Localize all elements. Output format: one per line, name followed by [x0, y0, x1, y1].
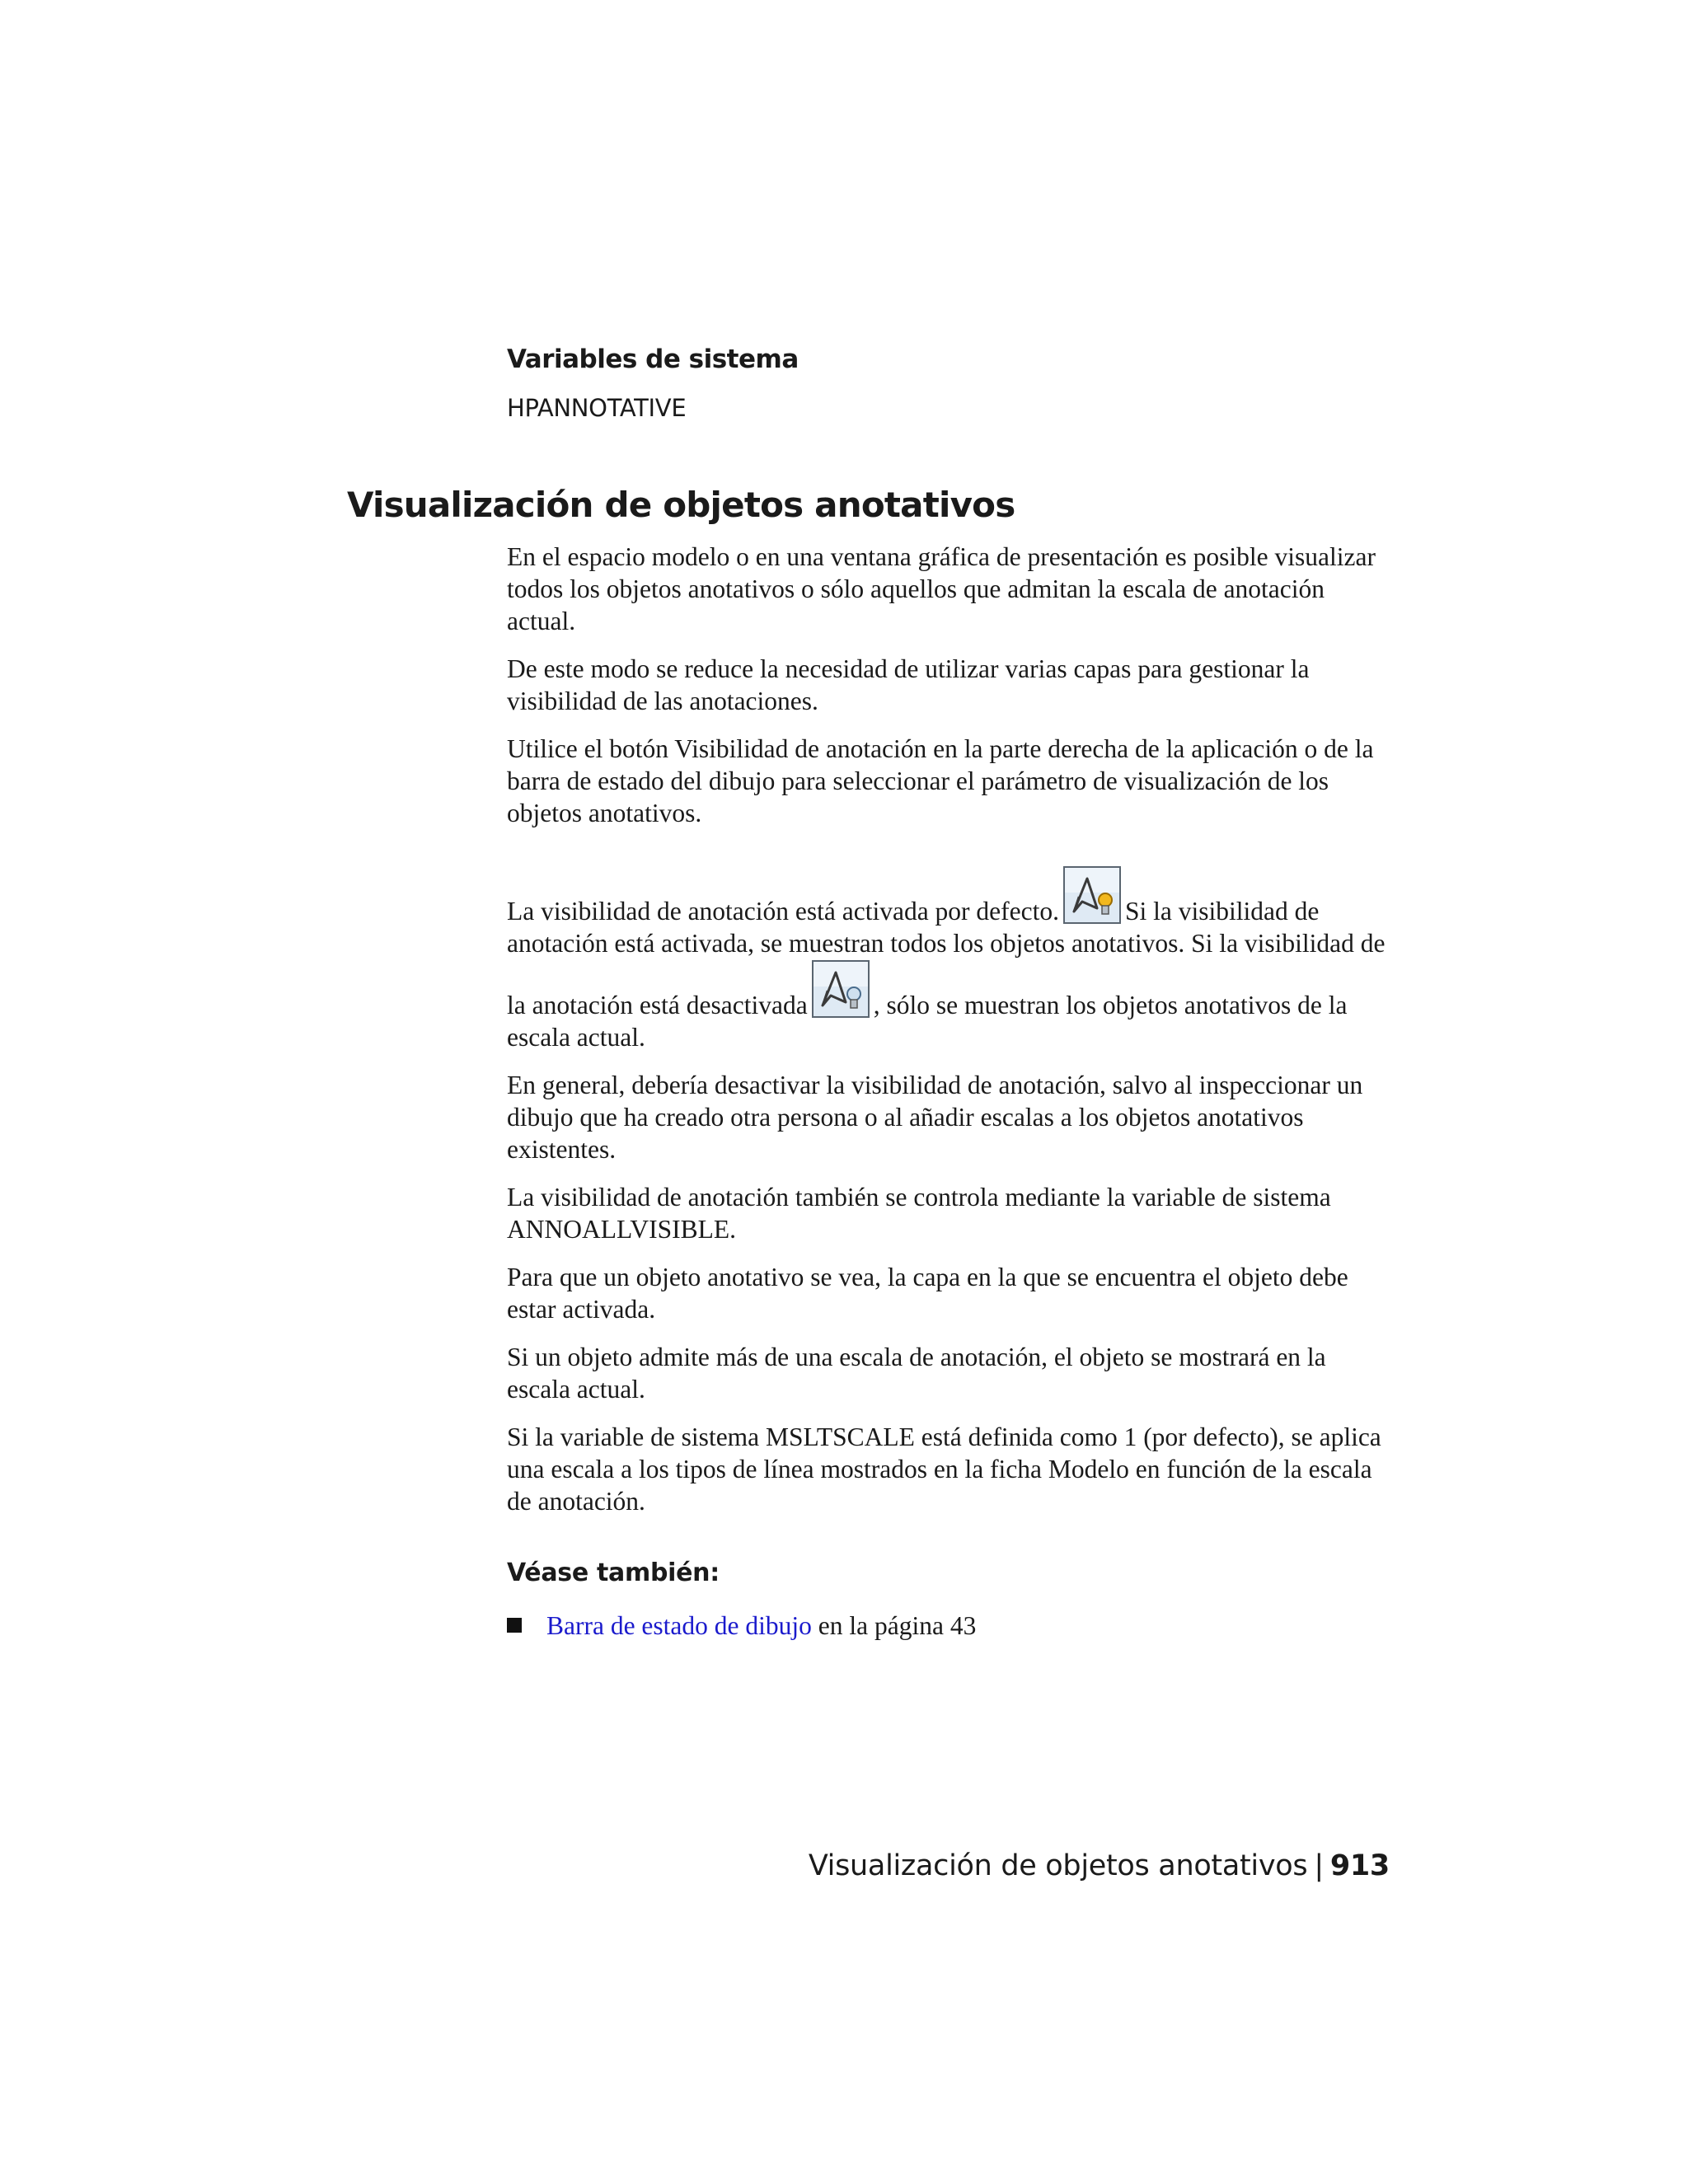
paragraph: De este modo se reduce la necesidad de utilizar varias capas para gestionar la visibilidad de las anotaciones.: [507, 654, 1310, 715]
paragraph: Si un objeto admite más de una escala de anotación, el objeto se mostrará en la escala actual.: [507, 1343, 1326, 1404]
footer-title: Visualización de objetos anotativos: [808, 1849, 1308, 1882]
system-variables-heading: Variables de sistema: [507, 344, 799, 374]
see-also-suffix: en la página 43: [811, 1611, 977, 1640]
list-item: [507, 1610, 976, 1642]
paragraph-text: La visibilidad de anotación está activada por defecto.: [507, 897, 1059, 926]
paragraph: Si la variable de sistema MSLTSCALE está definida como 1 (por defecto), se aplica una escala a los tipos de línea mostrados en la ficha Modelo en función de la escala de anotación.: [507, 1422, 1381, 1516]
paragraph-with-icons: [507, 865, 1393, 1053]
paragraph: La visibilidad de anotación también se controla mediante la variable de sistema ANNOALLVISIBLE.: [507, 1183, 1331, 1244]
see-also-link[interactable]: Barra de estado de dibujo: [546, 1611, 812, 1640]
see-also-list: [507, 1610, 976, 1642]
section-title: Visualización de objetos anotativos: [347, 485, 1015, 525]
system-variable-name: HPANNOTATIVE: [507, 394, 687, 422]
paragraph: Utilice el botón Visibilidad de anotación en la parte derecha de la aplicación o de la barra de estado del dibujo para seleccionar el parámetro de visualización de los objetos anotativos.: [507, 734, 1374, 827]
footer-separator: |: [1314, 1849, 1324, 1882]
body-text: [507, 541, 1393, 1533]
page-number: 913: [1329, 1849, 1390, 1882]
annotation-visibility-on-icon: [1062, 865, 1122, 925]
see-also-heading: Véase también:: [507, 1558, 720, 1587]
page-footer: [809, 1849, 1390, 1882]
square-bullet-icon: [507, 1618, 522, 1633]
paragraph: Para que un objeto anotativo se vea, la capa en la que se encuentra el objeto debe estar activada.: [507, 1263, 1348, 1324]
paragraph-text: , sólo se muestran los objetos anotativos de la escala actual.: [507, 991, 1348, 1052]
paragraph: En el espacio modelo o en una ventana gráfica de presentación es posible visualizar todos los objetos anotativos o sólo aquellos que admitan la escala de anotación actual.: [507, 542, 1376, 635]
annotation-visibility-off-icon: [811, 959, 870, 1019]
paragraph-text: Si la visibilidad de anotación está activada, se muestran todos los objetos anotativos. Si la visibilidad de la anotación está desactivada: [507, 897, 1386, 1019]
paragraph: En general, debería desactivar la visibilidad de anotación, salvo al inspeccionar un dibujo que ha creado otra persona o al añadir escalas a los objetos anotativos existentes.: [507, 1071, 1363, 1164]
